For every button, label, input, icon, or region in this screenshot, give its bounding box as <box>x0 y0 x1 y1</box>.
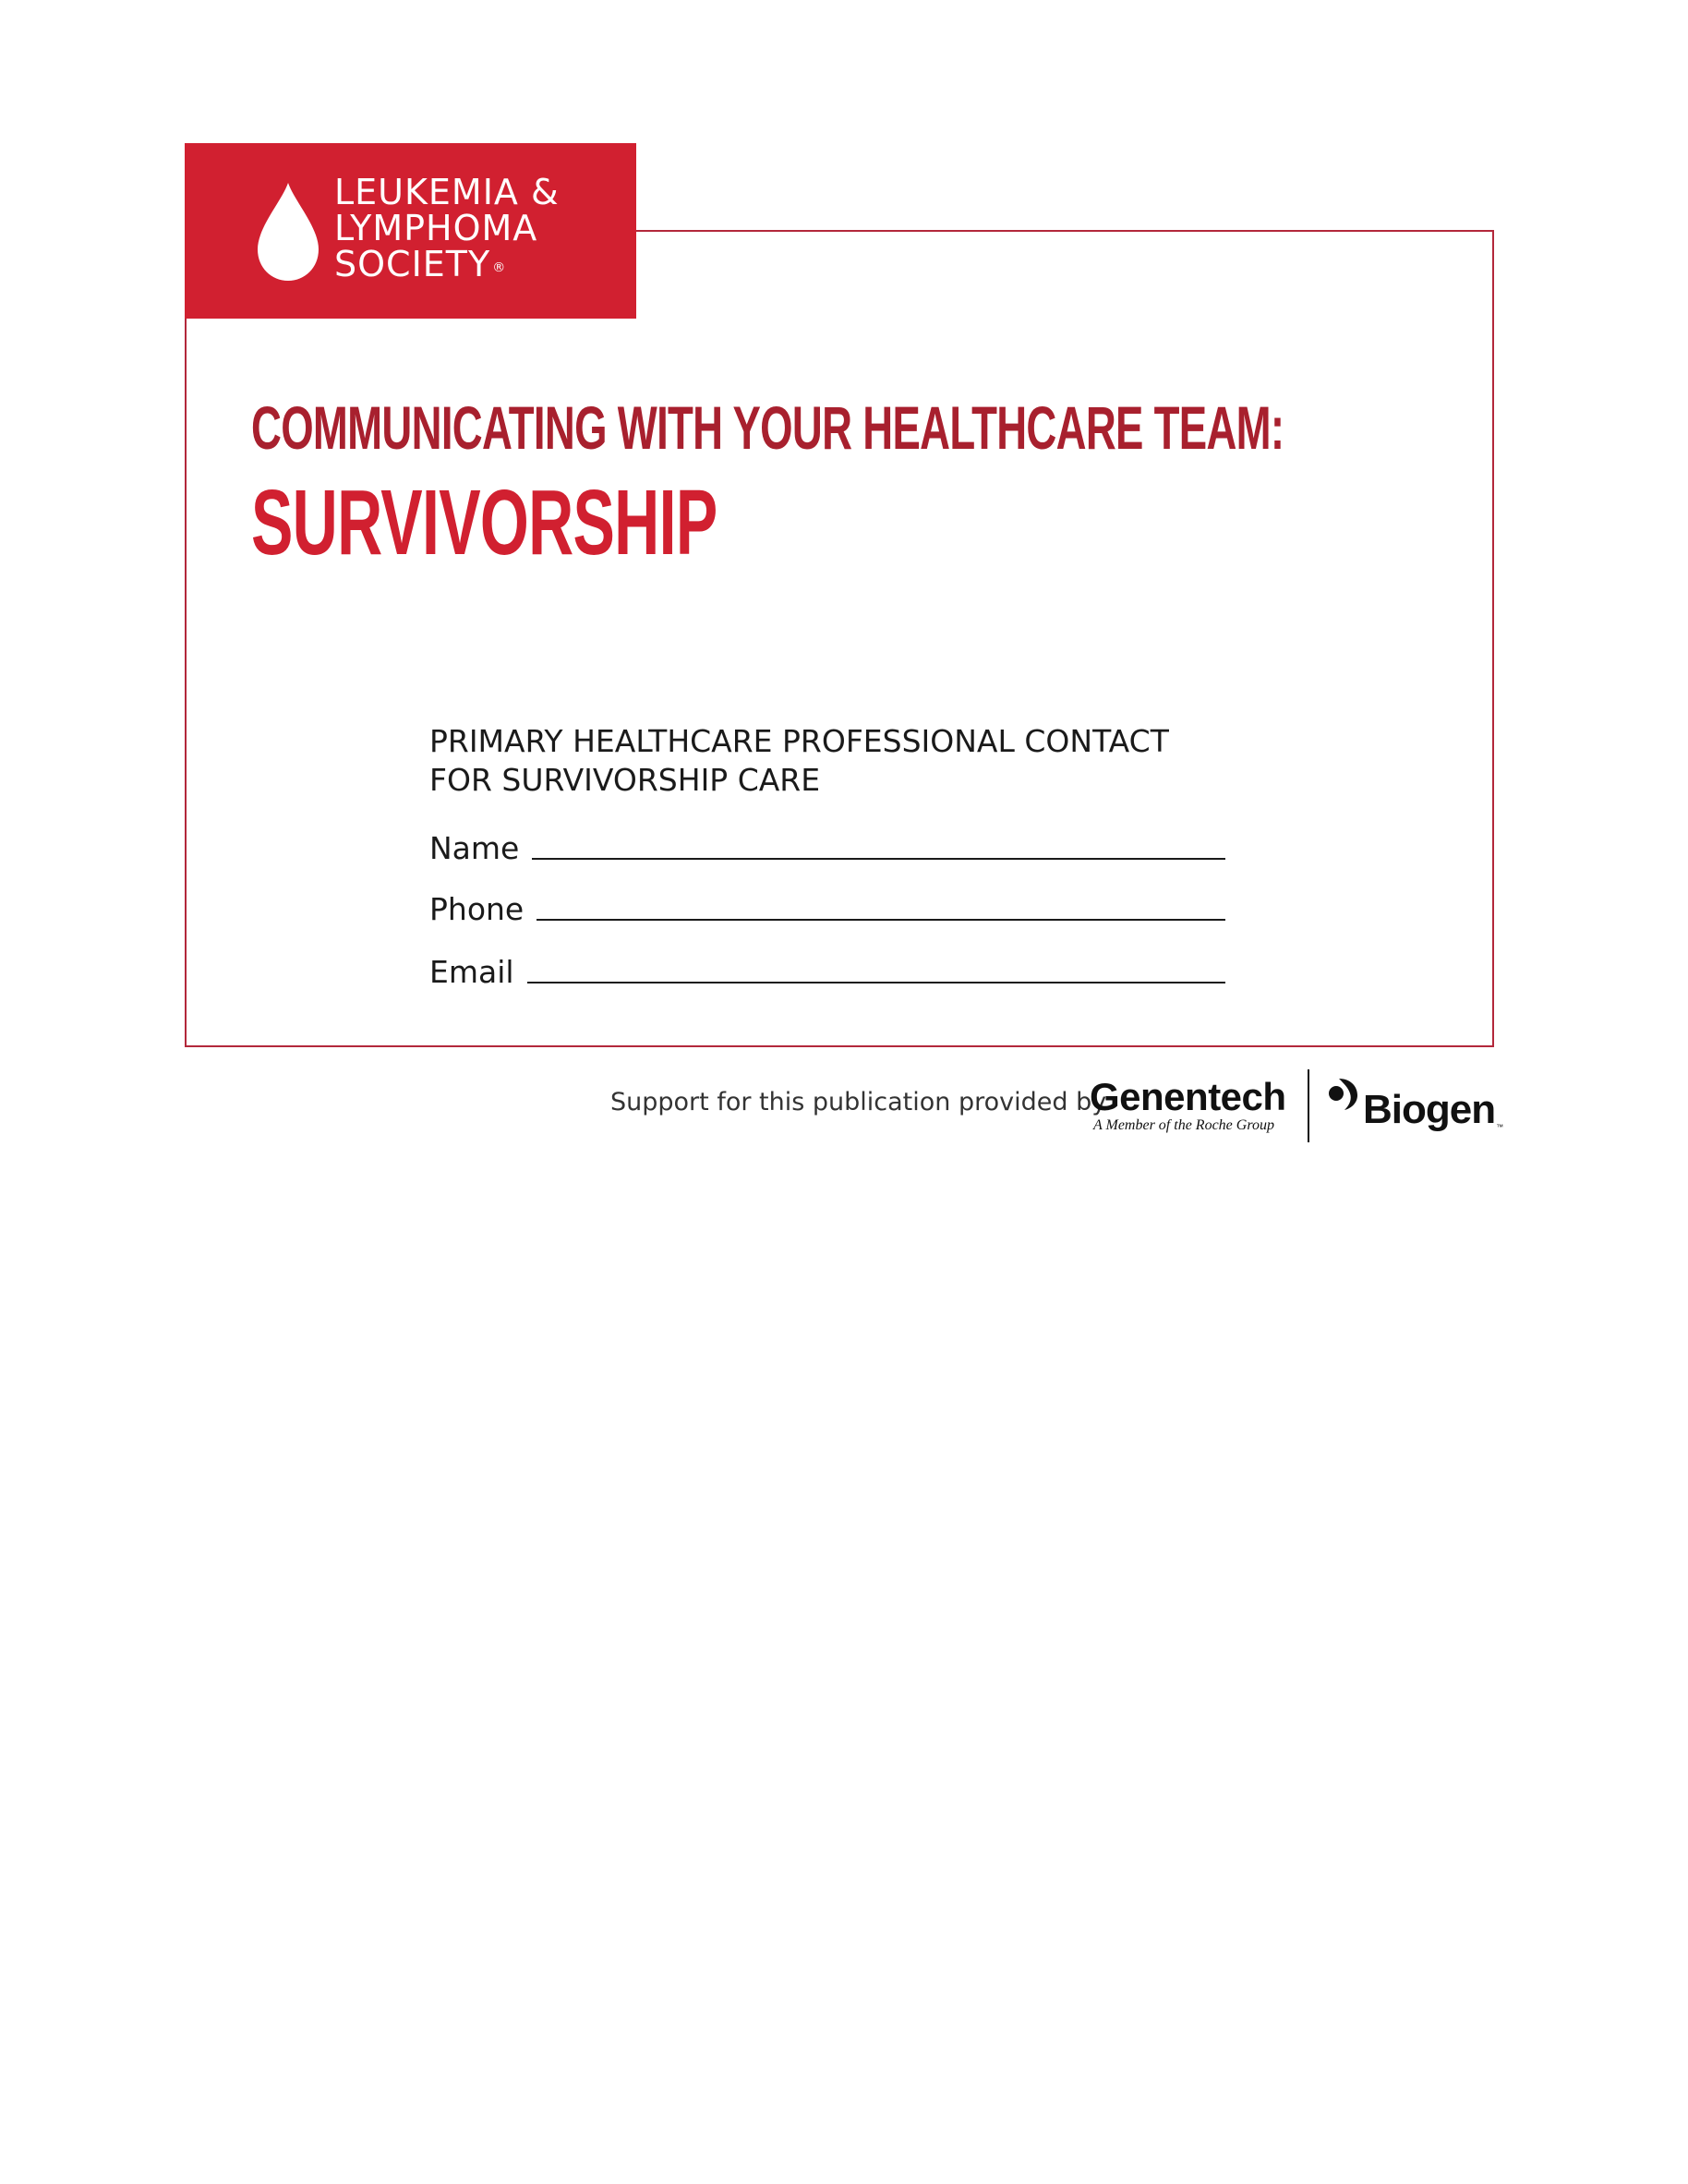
contact-heading-line-2: FOR SURVIVORSHIP CARE <box>429 762 821 798</box>
logo-line-1: LEUKEMIA & <box>334 172 560 212</box>
genentech-tagline: A Member of the Roche Group <box>1093 1117 1274 1133</box>
lls-logo <box>185 143 636 319</box>
phone-label: Phone <box>429 891 524 927</box>
sponsor-statement: Support for this publication provided by <box>610 1088 1107 1116</box>
name-label: Name <box>429 830 520 866</box>
biogen-logo <box>1326 1075 1503 1132</box>
blood-drop-icon <box>254 181 322 283</box>
genentech-name: Genentech <box>1090 1075 1286 1118</box>
email-field[interactable] <box>429 950 1225 991</box>
logo-line-2: LYMPHOMA <box>334 208 538 248</box>
contact-heading <box>429 722 1169 800</box>
contact-heading-line-1: PRIMARY HEALTHCARE PROFESSIONAL CONTACT <box>429 723 1169 759</box>
registered-mark: ® <box>492 260 507 275</box>
biogen-name: Biogen <box>1363 1087 1496 1132</box>
name-blank-line[interactable] <box>532 858 1225 860</box>
biogen-trademark: ™ <box>1496 1123 1504 1131</box>
document-subtitle: SURVIVORSHIP <box>251 471 717 574</box>
sponsor-divider <box>1308 1069 1309 1142</box>
phone-field[interactable] <box>429 887 1225 928</box>
email-blank-line[interactable] <box>527 982 1225 983</box>
document-title: COMMUNICATING WITH YOUR HEALTHCARE TEAM: <box>251 393 1284 462</box>
biogen-mark-icon <box>1326 1077 1363 1114</box>
genentech-logo <box>1090 1077 1286 1134</box>
logo-line-3: SOCIETY ® <box>334 244 507 284</box>
phone-blank-line[interactable] <box>537 919 1225 921</box>
name-field[interactable] <box>429 827 1225 867</box>
email-label: Email <box>429 954 514 990</box>
logo-wordmark <box>334 172 560 284</box>
